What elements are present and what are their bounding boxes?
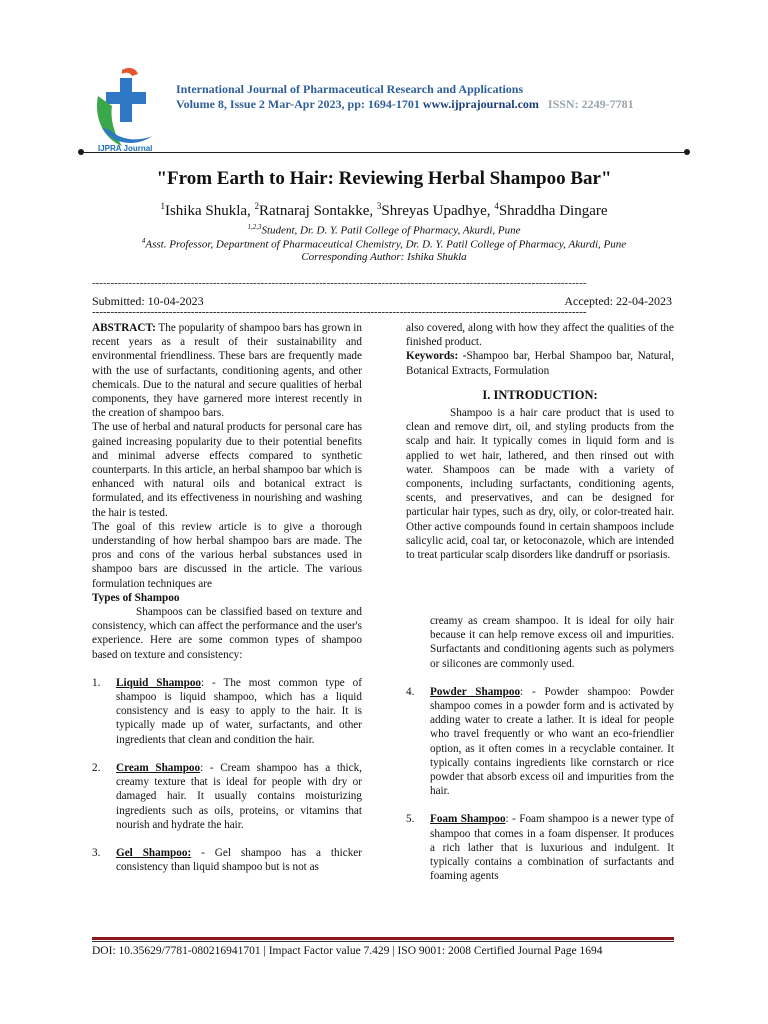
right-column	[406, 321, 674, 562]
divider-top: ---------------------------------------------------------------------------------------------------------------------------------------	[92, 277, 587, 289]
volume-info: Volume 8, Issue 2 Mar-Apr 2023, pp: 1694-1701	[176, 97, 420, 111]
right-column-lower	[406, 614, 674, 883]
types-heading: Types of Shampoo	[92, 591, 180, 604]
gel-shampoo-continued: creamy as cream shampoo. It is ideal for oily hair because it can help remove excess oil and impurities. Surfactants and conditioning agents such as polymers or silicones are commonly used.	[430, 615, 674, 670]
footer-rule-thin	[92, 941, 674, 942]
list-item: 1. Liquid Shampoo: - The most common type of shampoo is liquid shampoo, which has a liquid consistency and is easy to apply to the hair. It is typically made up of water, surfactants, and other ingredients that clean and condition the hair.	[92, 676, 362, 746]
keywords: Keywords: -Shampoo bar, Herbal Shampoo bar, Natural, Botanical Extracts, Formulation	[406, 350, 674, 377]
abstract-p2: The use of herbal and natural products for personal care has gained increasing popularity due to their potential benefits and minimal adverse effects compared to synthetic counterparts. In this article, an herbal shampoo bar which is enhanced with natural oils and botanical extract is formulated, and its effectiveness in nourishing and washing the hair is tested.	[92, 421, 362, 519]
abstract-p1: ABSTRACT: The popularity of shampoo bars has grown in recent years as a result of their sustainability and environmental friendliness. These bars are frequently made with the use of surfactants, conditioning agents, and other chemicals. Due to the natural and secure qualities of herbal components, they have garnered more interest recently in the creation of shampoo bars.	[92, 322, 362, 420]
volume-line	[176, 97, 634, 112]
list-item: 4. Powder Shampoo: - Powder shampoo: Powder shampoo comes in a powder form and is activated by adding water to create a lather. It is ideal for people who travel frequently or who want an eco-friendlier option, as it often comes in a recyclable container. It typically contains ingredients like cornstarch or rice powder that absorb excess oil and impurities from the hair.	[406, 685, 674, 798]
intro-text: Shampoo is a hair care product that is used to clean and remove dirt, oil, and styling products from the scalp and hair. It typically comes in liquid form and is applied to wet hair, lathered, and then rinsed out with water. Shampoos can be made with a variety of components, including surfactants, conditioning agents, scents, and preservatives, and can be designed for particular hair types, such as dry, oily, or color-treated hair. Other active compounds found in certain shampoos include salicylic acid, coal tar, or ketoconazole, which are intended to treat particular scalp disorders like dandruff or psoriasis.	[406, 407, 674, 562]
list-item: 5. Foam Shampoo: - Foam shampoo is a newer type of shampoo that comes in a foam dispenser. It produces a rich lather that is luxurious and indulgent. It typically contains a combination of surfactants and foaming agents	[406, 813, 675, 883]
types-intro: Shampoos can be classified based on texture and consistency, which can affect the performance and the user's experience. Here are some common types of shampoo based on texture and consistency:	[92, 606, 362, 661]
journal-name: International Journal of Pharmaceutical Research and Applications	[176, 82, 524, 96]
affiliation-professor: $^4$Asst. Professor, Department of Pharmaceutical Chemistry, Dr. D. Y. Patil College of Pharmacy, Akurdi, Pune	[141, 237, 627, 251]
paper-title: "From Earth to Hair: Reviewing Herbal Shampoo Bar"	[156, 168, 612, 189]
shampoo-types-list-left	[92, 676, 362, 874]
intro-heading: I. INTRODUCTION:	[482, 387, 598, 402]
abstract-continued: also covered, along with how they affect the qualities of the finished product.	[406, 322, 674, 349]
left-column	[92, 321, 362, 874]
issn: ISSN: 2249-7781	[547, 97, 634, 111]
logo-text: IJPRA Journal	[98, 144, 153, 153]
list-item: 3. Gel Shampoo: - Gel shampoo has a thicker consistency than liquid shampoo but is not as	[92, 846, 362, 874]
submitted-date: Submitted: 10-04-2023	[92, 294, 204, 308]
footer-rule	[92, 937, 674, 940]
accepted-date: Accepted: 22-04-2023	[564, 294, 672, 308]
header-rule	[84, 152, 684, 153]
divider-bottom: ---------------------------------------------------------------------------------------------------------------------------------------	[92, 306, 587, 318]
list-item: 2. Cream Shampoo: - Cream shampoo has a thick, creamy texture that is ideal for people with dry or damaged hair. It usually contains moisturizing ingredients such as oils, proteins, or vitamins that nourish and hydrate the hair.	[92, 761, 362, 831]
affiliation-students: $^{1,2,3}$Student, Dr. D. Y. Patil College of Pharmacy, Akurdi, Pune	[247, 223, 521, 237]
page-footer: DOI: 10.35629/7781-080216941701 | Impact Factor value 7.429 | ISO 9001: 2008 Certified Journal Page 1694	[92, 945, 603, 957]
shampoo-types-list-right	[406, 685, 674, 884]
abstract-p3: The goal of this review article is to give a thorough understanding of how herbal shampoo bars are made. The pros and cons of the various herbal substances used in shampoo bars are discussed in the article. The various formulation techniques are	[92, 520, 362, 590]
corresponding-author: Corresponding Author: Ishika Shukla	[301, 251, 467, 263]
journal-url[interactable]: www.ijprajournal.com	[422, 97, 539, 111]
authors: $^1$Ishika Shukla, $^2$Ratnaraj Sontakke, $^3$Shreyas Upadhye, $^4$Shraddha Dingare	[160, 201, 608, 219]
